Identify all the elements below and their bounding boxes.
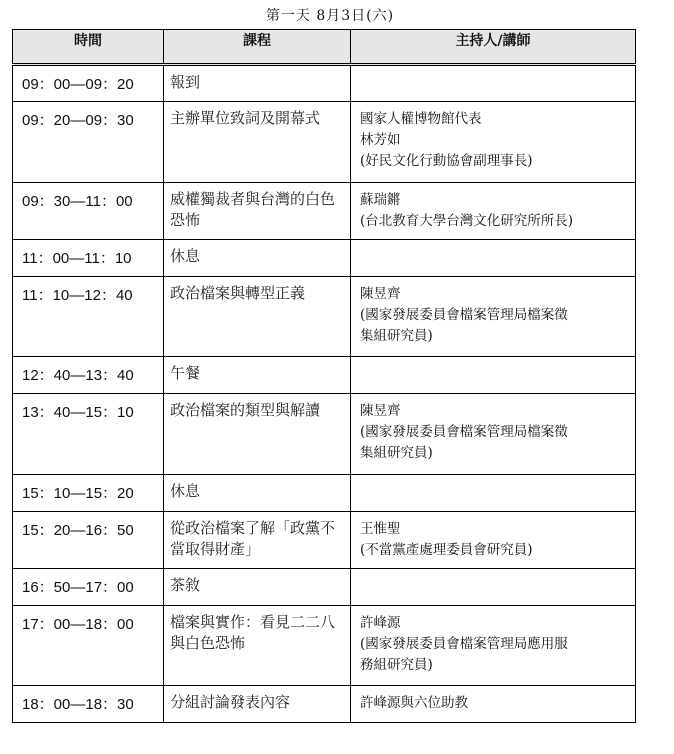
time-cell: 15：10—15：20 <box>13 475 164 512</box>
host-cell <box>351 183 636 240</box>
host-cell <box>351 475 636 512</box>
table-row <box>13 394 636 475</box>
time-cell: 09：20—09：30 <box>13 102 164 183</box>
host-line: (國家發展委員會檔案管理局應用服 <box>360 636 568 652</box>
host-line: 許峰源 <box>360 615 401 631</box>
host-cell <box>351 65 636 102</box>
host-line: 許峰源與六位助教 <box>360 695 468 711</box>
host-line: 陳昱齊 <box>360 403 401 419</box>
time-cell: 12：40—13：40 <box>13 357 164 394</box>
course-cell: 報到 <box>164 65 351 102</box>
time-cell: 11：10—12：40 <box>13 277 164 357</box>
table-row <box>13 475 636 512</box>
host-line: 王惟聖 <box>360 521 401 537</box>
header-time: 時間 <box>13 30 164 65</box>
time-cell: 09：00—09：20 <box>13 65 164 102</box>
course-cell: 休息 <box>164 475 351 512</box>
course-cell: 主辦單位致詞及開幕式 <box>164 102 351 183</box>
host-line: (好民文化行動協會副理事長) <box>360 153 533 169</box>
host-cell <box>351 512 636 569</box>
host-cell <box>351 240 636 277</box>
course-cell: 午餐 <box>164 357 351 394</box>
course-cell: 政治檔案的類型與解讀 <box>164 394 351 475</box>
table-row <box>13 606 636 686</box>
host-line: (國家發展委員會檔案管理局檔案徵 <box>360 307 568 323</box>
host-line: (不當黨產處理委員會研究員) <box>360 542 533 558</box>
course-cell: 茶敘 <box>164 569 351 606</box>
schedule-table <box>12 29 636 723</box>
time-cell: 11：00—11：10 <box>13 240 164 277</box>
table-row <box>13 240 636 277</box>
time-cell: 13：40—15：10 <box>13 394 164 475</box>
table-row <box>13 686 636 723</box>
host-cell <box>351 686 636 723</box>
time-cell: 18：00—18：30 <box>13 686 164 723</box>
host-line: 集組研究員) <box>360 445 433 461</box>
time-cell: 09：30—11：00 <box>13 183 164 240</box>
host-cell <box>351 569 636 606</box>
table-row <box>13 183 636 240</box>
header-course: 課程 <box>164 30 351 65</box>
course-cell: 威權獨裁者與台灣的白色恐怖 <box>164 183 351 240</box>
host-line: 集組研究員) <box>360 328 433 344</box>
host-cell <box>351 606 636 686</box>
host-line: 務組研究員) <box>360 657 433 673</box>
header-host: 主持人/講師 <box>351 30 636 65</box>
host-cell <box>351 102 636 183</box>
course-cell: 從政治檔案了解「政黨不當取得財產」 <box>164 512 351 569</box>
time-cell: 15：20—16：50 <box>13 512 164 569</box>
table-row <box>13 102 636 183</box>
table-row <box>13 357 636 394</box>
course-cell: 休息 <box>164 240 351 277</box>
host-cell <box>351 357 636 394</box>
day-title: 第一天 8月3日(六) <box>265 8 395 24</box>
time-cell: 16：50—17：00 <box>13 569 164 606</box>
header-row <box>13 30 636 65</box>
table-row <box>13 569 636 606</box>
host-line: 林芳如 <box>360 132 401 148</box>
time-cell: 17：00—18：00 <box>13 606 164 686</box>
course-cell: 分組討論發表內容 <box>164 686 351 723</box>
course-cell: 政治檔案與轉型正義 <box>164 277 351 357</box>
table-row <box>13 277 636 357</box>
host-line: 陳昱齊 <box>360 286 401 302</box>
course-cell: 檔案與實作：看見二二八與白色恐怖 <box>164 606 351 686</box>
table-row <box>13 512 636 569</box>
host-line: 國家人權博物館代表 <box>360 111 482 127</box>
host-cell <box>351 394 636 475</box>
host-cell <box>351 277 636 357</box>
host-line: 蘇瑞鏘 <box>360 192 401 208</box>
host-line: (國家發展委員會檔案管理局檔案徵 <box>360 424 568 440</box>
table-row <box>13 65 636 102</box>
host-line: (台北教育大學台灣文化研究所所長) <box>360 213 574 229</box>
